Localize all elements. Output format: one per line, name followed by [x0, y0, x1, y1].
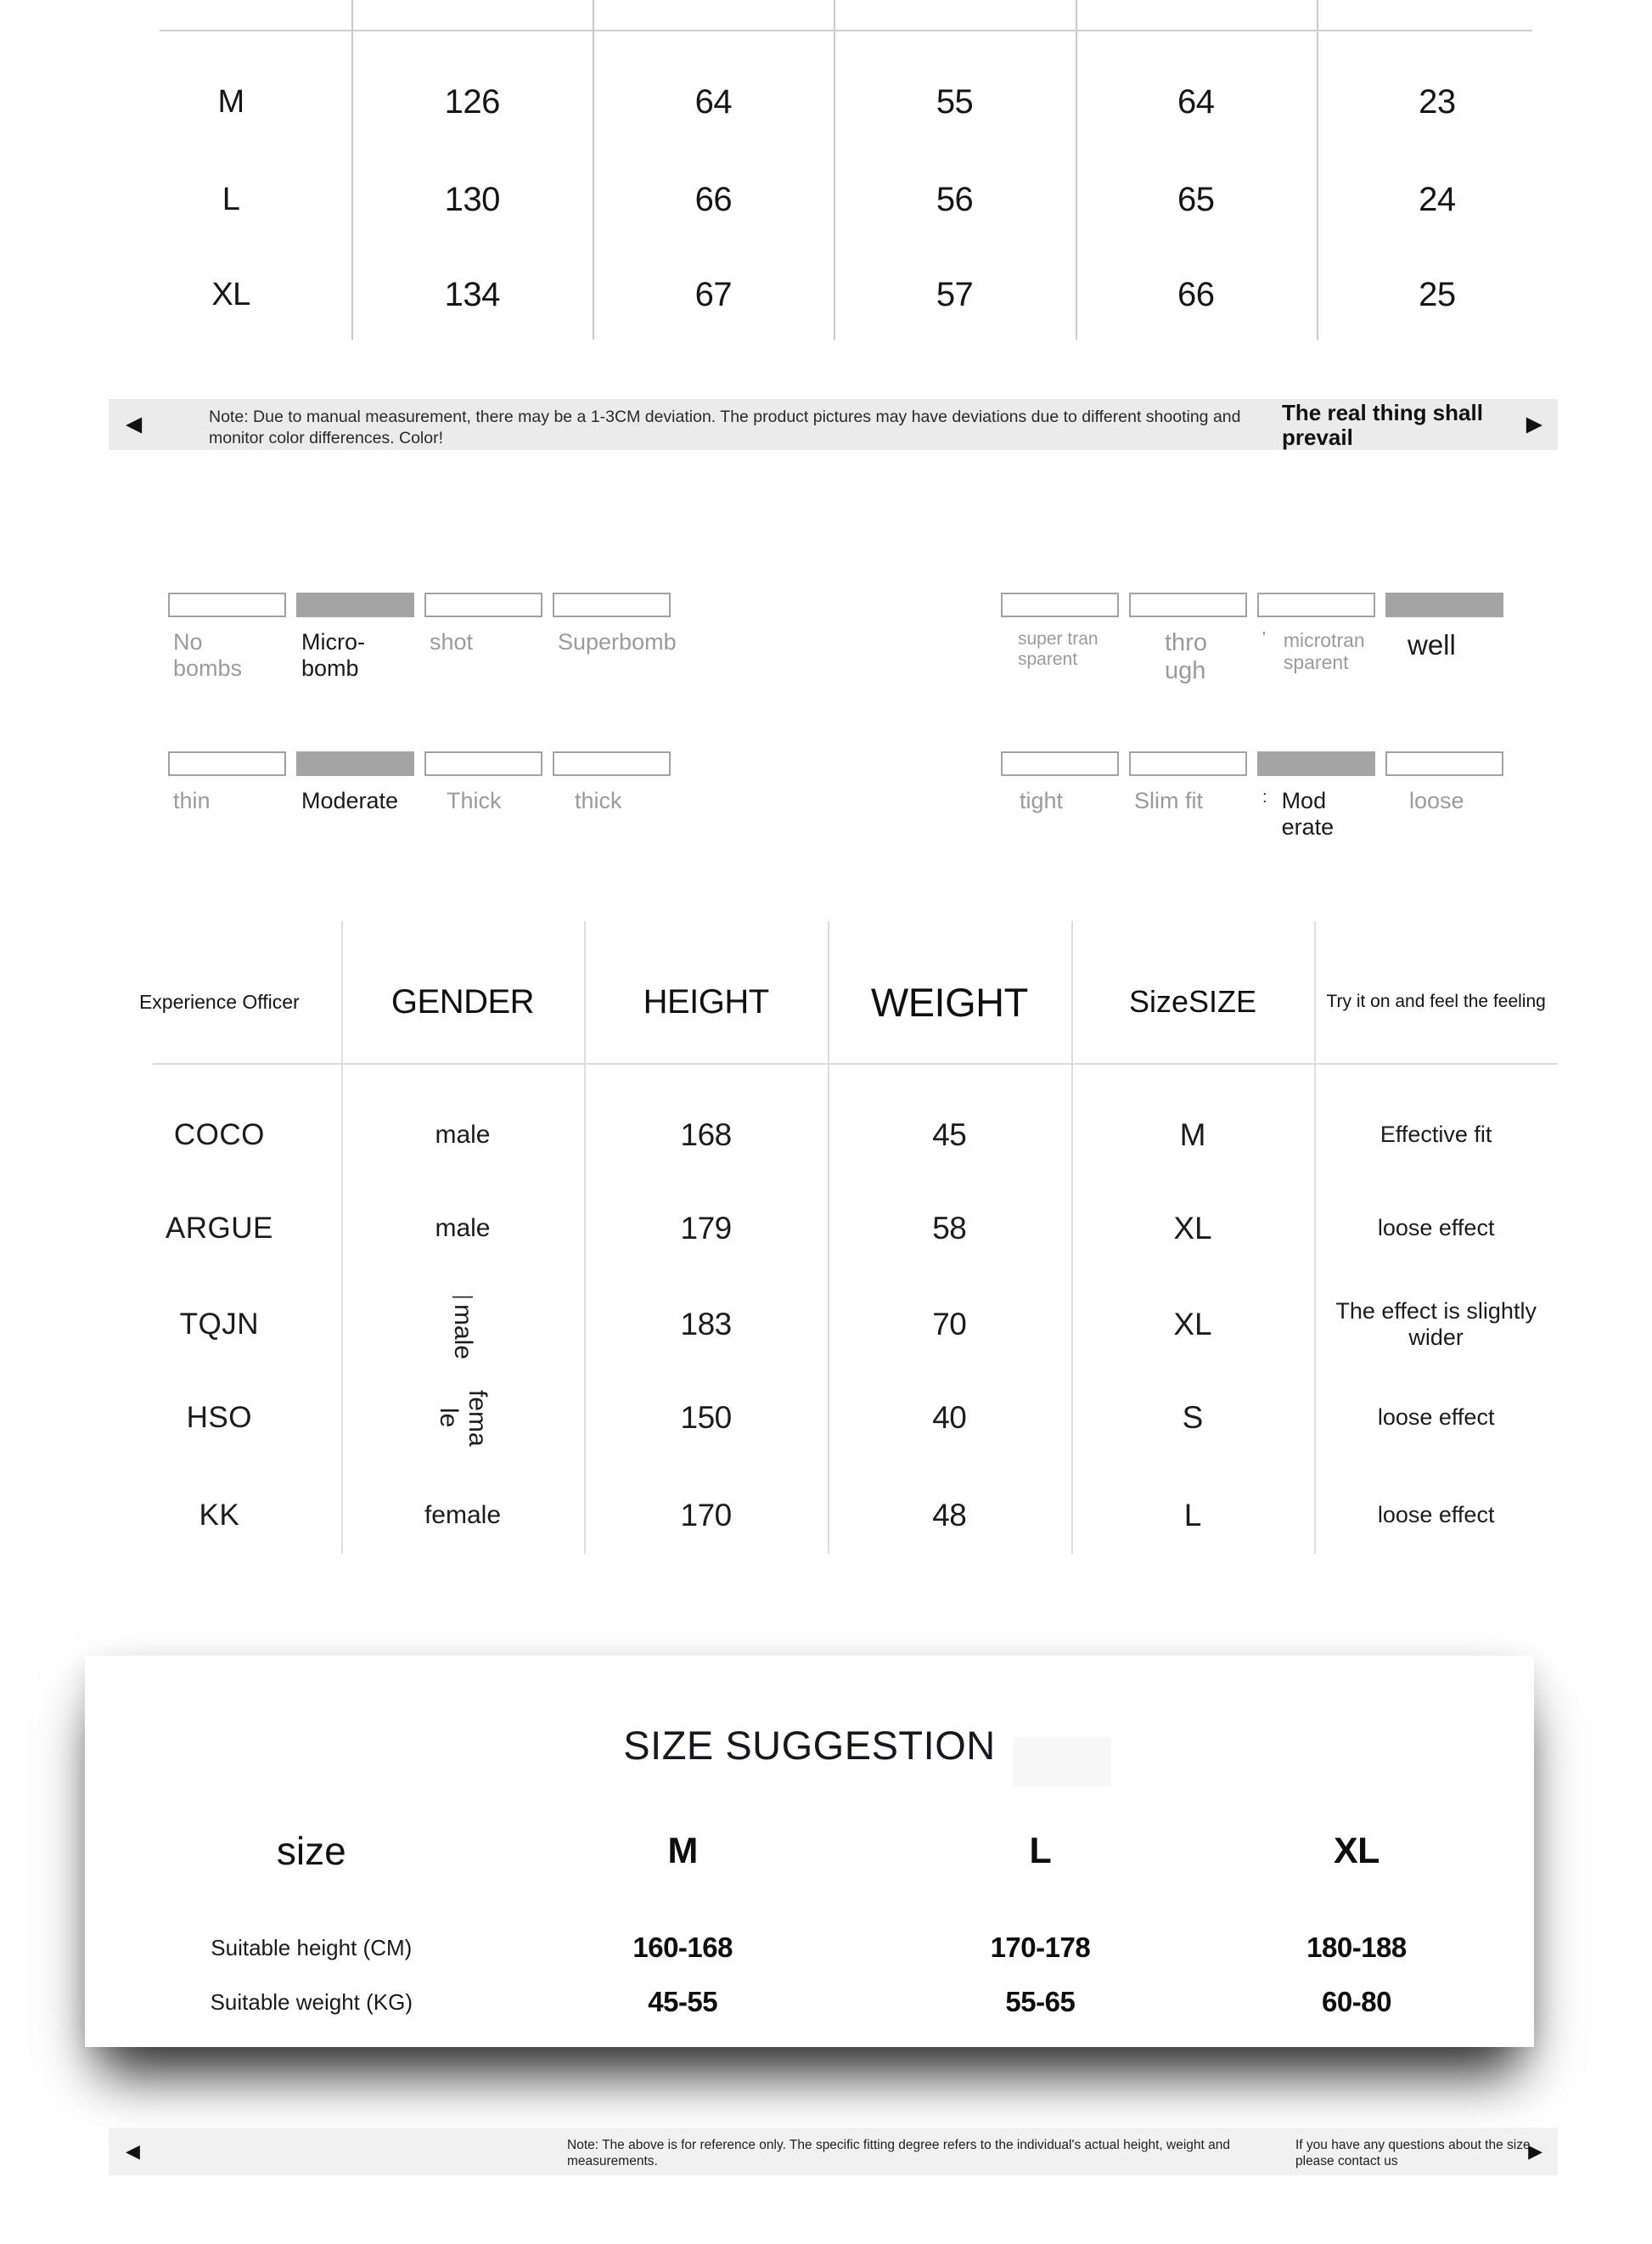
height-range: 180-188 — [1306, 1932, 1407, 1963]
scale-label: thick — [575, 788, 622, 813]
weight-range: 60-80 — [1322, 1986, 1391, 2017]
scale-label: Superbomb — [558, 629, 677, 655]
suggestion-row-label: Suitable height (CM) — [211, 1934, 413, 1960]
table-row — [110, 264, 1558, 325]
measure-value: 57 — [936, 275, 974, 313]
officer-weight: 70 — [932, 1307, 967, 1341]
officer-weight: 48 — [932, 1498, 967, 1533]
carousel-left-arrow-icon[interactable]: ◀ — [126, 412, 143, 436]
scale-label: No bombs — [173, 629, 243, 681]
officer-weight: 58 — [932, 1211, 967, 1246]
height-range: 170-178 — [990, 1932, 1091, 1963]
officer-size: XL — [1173, 1307, 1212, 1341]
officer-effect: loose effect — [1377, 1404, 1495, 1431]
scale-segment — [553, 751, 671, 776]
scale-segment — [296, 593, 414, 617]
size-label: XL — [211, 276, 250, 312]
table-header-row — [98, 955, 1558, 1049]
officer-height: 150 — [680, 1400, 732, 1435]
measure-value: 134 — [444, 275, 500, 313]
table-row — [98, 1084, 1558, 1186]
officer-effect: loose effect — [1377, 1502, 1495, 1528]
scale-label: through — [1165, 629, 1207, 684]
reference-note-text: Note: The above is for reference only. The specific fitting degree refers to the individual's actual height, weight and measurements. — [567, 2138, 1230, 2169]
size-suggestion-title: SIZE SUGGESTION — [623, 1723, 996, 1768]
officer-gender: male — [435, 1214, 491, 1242]
suggestion-row — [119, 1977, 1494, 2027]
header-underline — [153, 1063, 1558, 1065]
reference-note-bar — [109, 2128, 1558, 2175]
suggestion-row — [119, 1922, 1494, 1973]
carousel-right-arrow-icon[interactable]: ▶ — [1528, 2140, 1542, 2162]
measure-value: 126 — [444, 82, 500, 121]
column-header: SizeSIZE — [1128, 984, 1257, 1019]
officer-weight: 45 — [932, 1117, 967, 1152]
officer-height: 168 — [680, 1117, 732, 1152]
rotated-gender-text: male — [448, 1303, 477, 1359]
scale-label: Thick — [447, 788, 502, 813]
measure-value: 67 — [694, 275, 733, 313]
height-range: 160-168 — [632, 1932, 733, 1963]
scale-label: thin — [173, 788, 211, 813]
officer-gender — [341, 1388, 585, 1448]
scale-segment — [1129, 751, 1247, 776]
transparency-scale — [1001, 593, 1510, 685]
scale-segment — [1129, 593, 1247, 617]
officer-effect: Effective fit — [1379, 1122, 1492, 1148]
officer-name: TQJN — [179, 1308, 260, 1341]
scale-segment — [1001, 593, 1119, 617]
scale-label: Slim fit — [1134, 788, 1203, 813]
column-header: Experience Officer — [138, 990, 300, 1013]
scale-label: super transparent — [1018, 629, 1099, 669]
garment-measurement-table — [110, 0, 1558, 340]
scale-segment — [424, 751, 542, 776]
measure-value: 66 — [1177, 275, 1215, 313]
size-corner-label: size — [276, 1829, 346, 1873]
measure-value: 130 — [444, 180, 500, 218]
weight-range: 45-55 — [648, 1986, 718, 2017]
officer-gender: male — [435, 1121, 491, 1149]
officer-size: S — [1182, 1400, 1204, 1435]
measure-value: 23 — [1419, 82, 1456, 121]
scale-segment — [1385, 593, 1503, 617]
measure-value: 65 — [1177, 180, 1215, 218]
officer-name: ARGUE — [165, 1212, 273, 1245]
size-column-header: L — [1029, 1830, 1052, 1871]
officer-effect: The effect is slightly wider — [1335, 1297, 1537, 1350]
scale-label: Micro-bomb — [301, 629, 365, 681]
column-header: GENDER — [391, 982, 535, 1021]
measure-value: 25 — [1419, 275, 1456, 313]
measure-value: 64 — [694, 82, 733, 121]
officer-size: XL — [1173, 1211, 1212, 1246]
scale-segment — [1257, 751, 1375, 776]
column-header: WEIGHT — [870, 979, 1028, 1025]
experience-officer-table — [98, 921, 1558, 1554]
scale-segment — [1257, 593, 1375, 617]
scale-label: loose — [1409, 788, 1464, 813]
size-label: M — [217, 83, 244, 120]
scale-label: : Moderate — [1262, 788, 1335, 840]
scale-label: shot — [430, 629, 474, 655]
suggestion-header-row — [119, 1817, 1494, 1885]
scale-segment — [296, 751, 414, 776]
officer-gender: female — [424, 1501, 502, 1529]
scale-label: tight — [1020, 788, 1064, 813]
officer-name: HSO — [186, 1401, 252, 1434]
officer-size: M — [1179, 1117, 1206, 1152]
size-label: L — [222, 181, 240, 217]
officer-height: 183 — [680, 1307, 732, 1341]
column-header: HEIGHT — [643, 982, 769, 1021]
size-column-header: M — [667, 1830, 698, 1871]
measure-value: 56 — [936, 180, 974, 218]
fit-scale — [1001, 751, 1510, 840]
column-header: Try it on and feel the feeling — [1326, 992, 1546, 1011]
table-row — [98, 1465, 1558, 1566]
carousel-left-arrow-icon[interactable]: ◀ — [126, 2140, 140, 2162]
officer-effect: loose effect — [1377, 1215, 1495, 1241]
rotated-gender-text: female — [434, 1389, 492, 1447]
elasticity-scale — [168, 593, 677, 681]
measurement-note-bar — [109, 399, 1558, 450]
scale-label: Moderate — [301, 788, 399, 813]
scale-segment — [168, 751, 286, 776]
table-header-divider — [160, 30, 1532, 31]
gender-artifact: — — [452, 1285, 473, 1308]
scale-label: ' microtransparent — [1262, 629, 1365, 673]
suggestion-row-label: Suitable weight (KG) — [210, 1988, 413, 2015]
table-row — [110, 169, 1558, 230]
officer-weight: 40 — [932, 1400, 967, 1435]
contact-note-text: If you have any questions about the size, please contact us — [1295, 2138, 1534, 2169]
carousel-right-arrow-icon[interactable]: ▶ — [1526, 412, 1542, 436]
weight-range: 55-65 — [1005, 1986, 1076, 2017]
officer-name: KK — [199, 1499, 240, 1532]
scale-segment — [424, 593, 542, 617]
scale-segment — [1001, 751, 1119, 776]
thickness-scale — [168, 751, 677, 814]
measure-value: 64 — [1177, 82, 1215, 121]
table-row — [98, 1358, 1558, 1477]
officer-height: 179 — [680, 1211, 732, 1246]
officer-height: 170 — [680, 1498, 732, 1533]
scale-segment — [553, 593, 671, 617]
measurement-note-text: Note: Due to manual measurement, there may be a 1-3CM deviation. The product pictures may have deviations due to different shooting and monitor color differences. Color! — [209, 408, 1241, 447]
measure-value: 55 — [936, 82, 974, 121]
measure-value: 24 — [1419, 180, 1456, 218]
size-column-header: XL — [1333, 1830, 1379, 1871]
scale-label: well — [1408, 629, 1456, 661]
table-row — [98, 1178, 1558, 1279]
measure-value: 66 — [694, 180, 733, 218]
officer-gender — [341, 1285, 585, 1359]
officer-name: COCO — [173, 1118, 265, 1151]
officer-size: L — [1183, 1498, 1202, 1533]
scale-segment — [1385, 751, 1503, 776]
size-suggestion-card — [85, 1656, 1534, 2047]
measurement-note-emphasis: The real thing shall prevail — [1282, 400, 1483, 451]
scale-segment — [168, 593, 286, 617]
table-row — [110, 71, 1558, 132]
